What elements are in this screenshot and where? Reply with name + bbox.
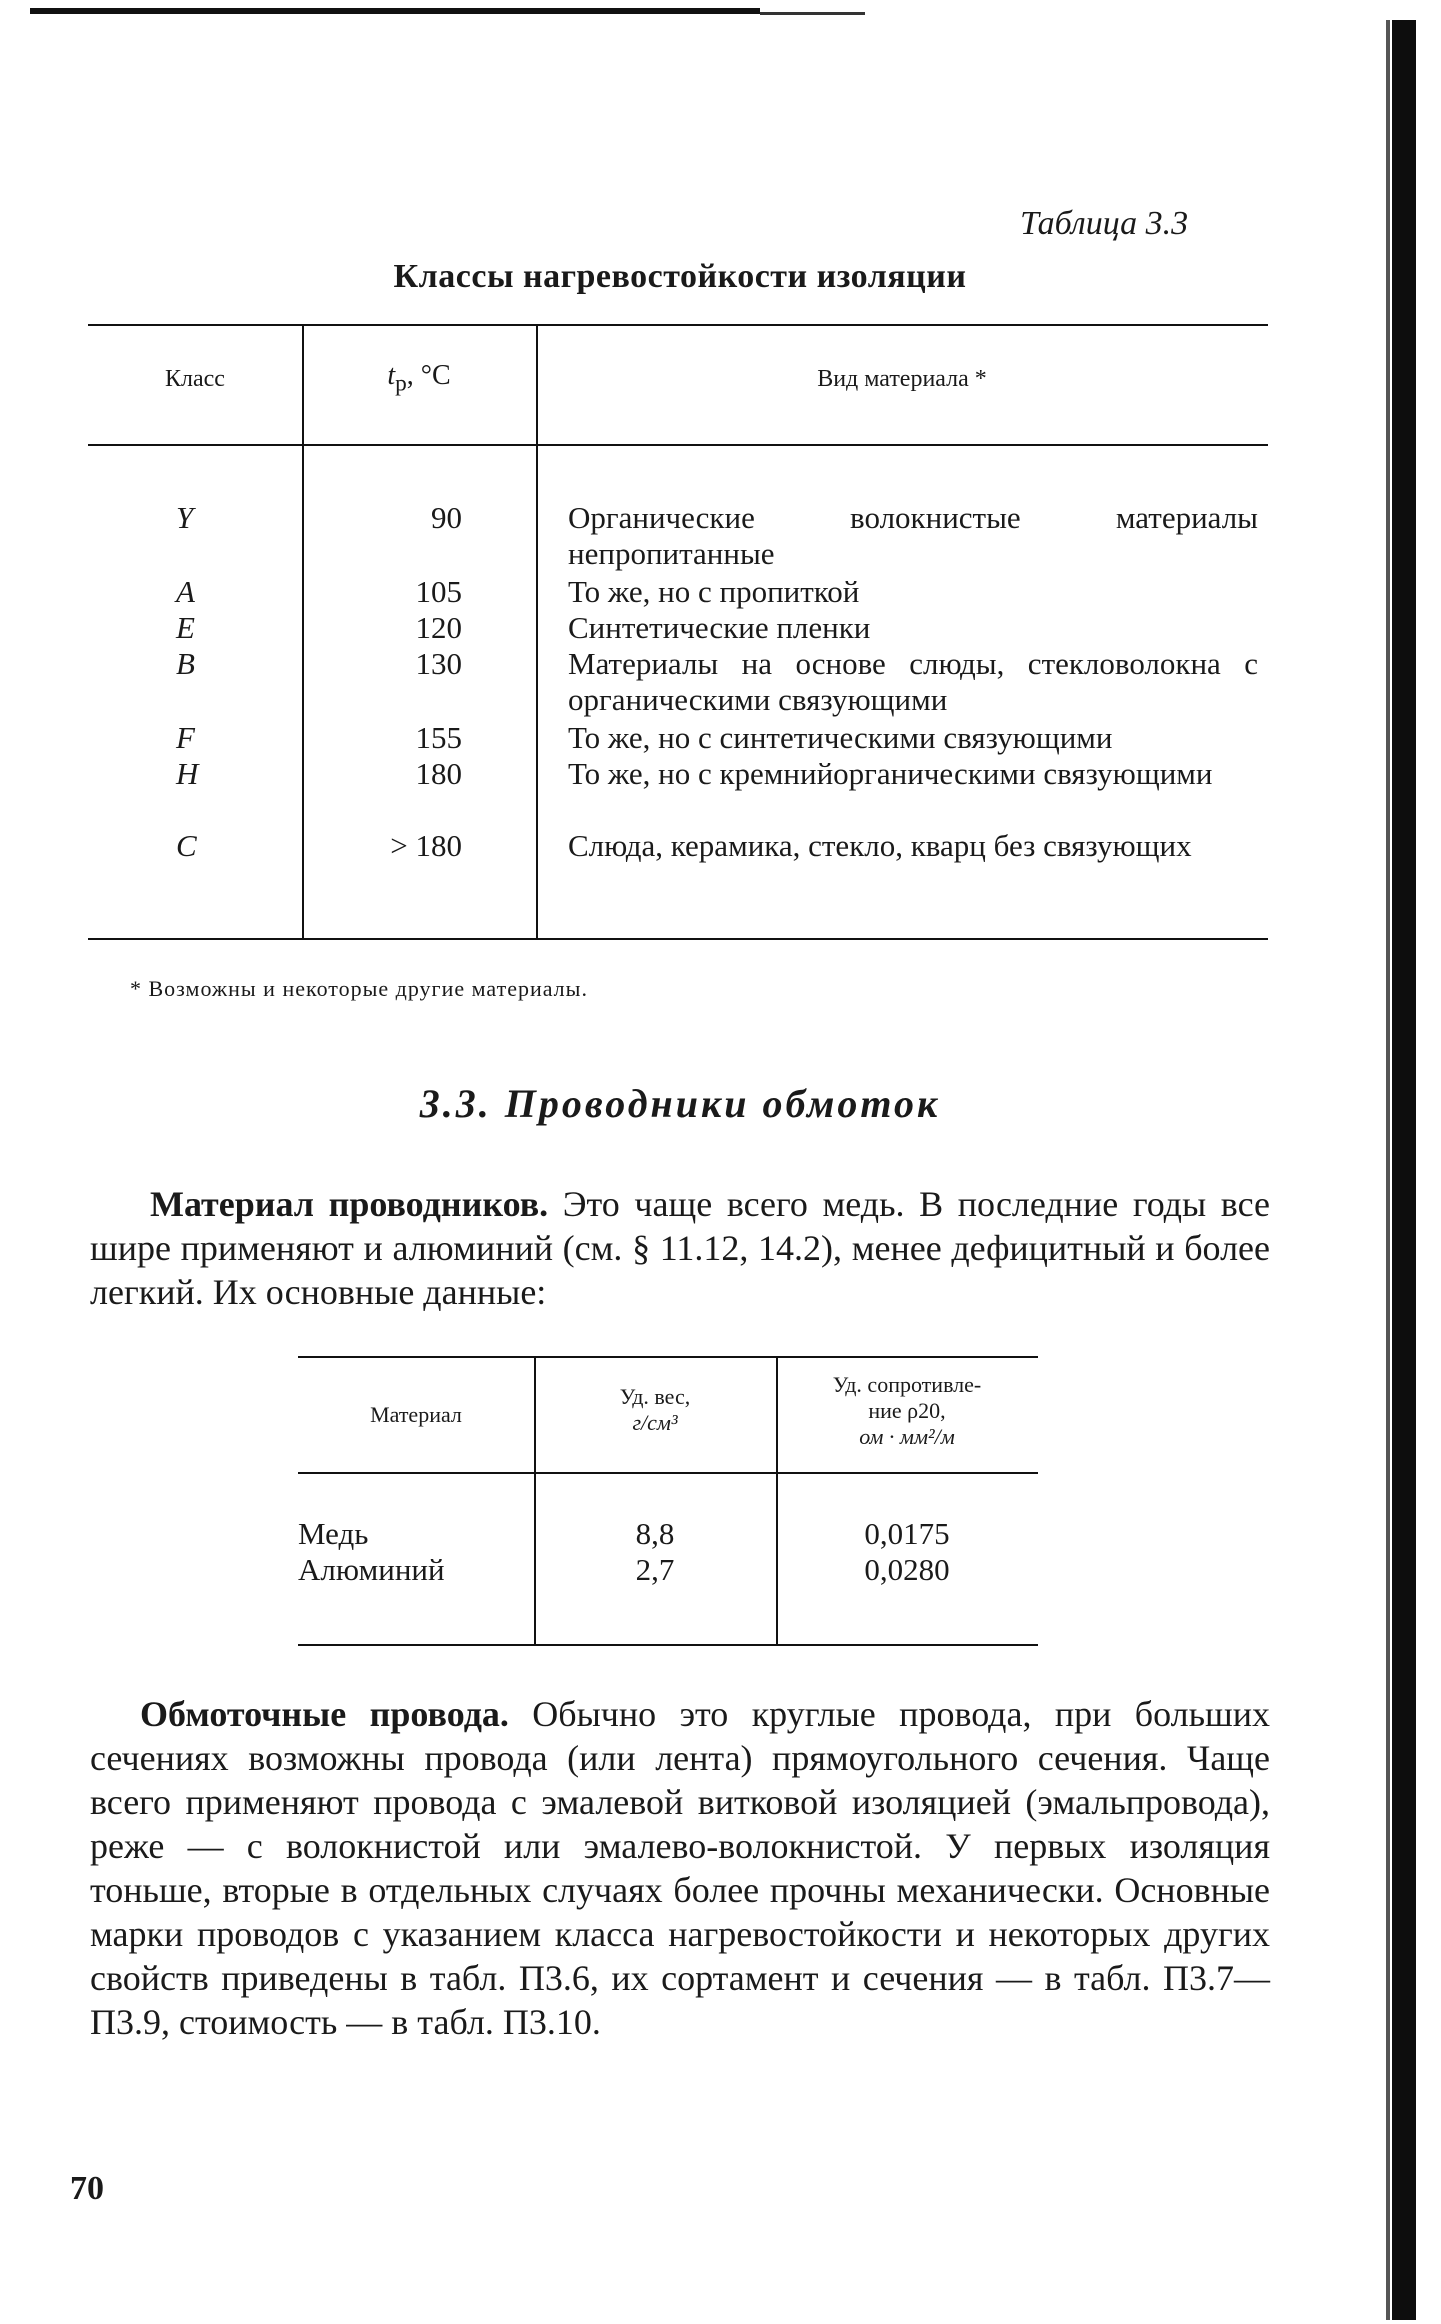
row-class: E	[176, 610, 195, 645]
table-rule-top	[298, 1356, 1038, 1358]
row-temp: 105	[415, 574, 462, 609]
header-temp-subscript: р	[395, 370, 407, 397]
row-temp: 130	[415, 646, 462, 681]
row-material: Слюда, керамика, стекло, кварц без связующих	[568, 828, 1192, 863]
paragraph-lead: Обмоточные провода.	[140, 1694, 509, 1734]
row-material: То же, но с синтетическими связующими	[568, 720, 1113, 755]
table-rule-header	[298, 1472, 1038, 1474]
row-temp: > 180	[390, 828, 462, 863]
row-temp: 180	[415, 756, 462, 791]
header-resistivity-line: ние ρ20,	[868, 1398, 946, 1423]
row-class: B	[176, 646, 195, 681]
page-edge	[1392, 20, 1416, 2320]
table-rule-bottom	[298, 1644, 1038, 1646]
insulation-classes-table	[88, 324, 1268, 940]
header-weight-unit: г/см³	[632, 1410, 678, 1435]
row-material: То же, но с пропиткой	[568, 574, 860, 609]
paragraph-lead: Материал проводников.	[150, 1184, 549, 1224]
section-heading: 3.3. Проводники обмоток	[419, 1081, 941, 1126]
conductor-data-table	[298, 1356, 1038, 1646]
header-temp-symbol: t	[387, 360, 396, 391]
row-material: Медь	[298, 1516, 369, 1551]
header-weight-line: Уд. вес,	[619, 1384, 691, 1409]
row-class: Y	[176, 500, 194, 535]
table-rule-bottom	[88, 938, 1268, 940]
paragraph-text: Обычно это круглые провода, при больших сечениях возможны провода (или лента) прямоугольного сечения. Чаще всего применяют провода с эмалевой витковой изоляцией (эмальпровода), реже — с волокнистой или эмалево-волокнистой. У первых изоляция тоньше, вторые в отдельных случаях более прочны механически. Основные марки проводов с указанием класса нагревостойкости и некоторых других свойств приведены в табл. П3.6, их сортамент и сечения — в табл. П3.7—П3.9, стоимость — в табл. П3.10.	[90, 1694, 1271, 2042]
paragraph-winding-wires	[90, 1692, 1270, 2044]
row-material: Материалы на основе слюды, стекловолокна с органическими связующими	[568, 646, 1258, 717]
page-edge-shadow	[1386, 20, 1390, 2320]
row-class: F	[176, 720, 195, 755]
row-resistivity: 0,0175	[864, 1516, 950, 1551]
row-temp: 120	[415, 610, 462, 645]
paragraph-text: Это чаще всего медь. В последние годы все шире применяют и алюминий (см. § 11.12, 14.2), менее дефицитный и более легкий. Их основные данные:	[90, 1184, 1270, 1312]
row-material: Синтетические пленки	[568, 610, 871, 645]
table-col-divider	[536, 324, 538, 938]
row-material: Органические волокнистые материалы непропитанные	[568, 500, 1258, 571]
header-weight	[534, 1384, 776, 1436]
row-material: Алюминий	[298, 1552, 445, 1587]
table-label: Таблица 3.3	[1020, 205, 1189, 242]
row-temp: 90	[431, 500, 462, 535]
row-class: C	[176, 828, 197, 863]
row-temp: 155	[415, 720, 462, 755]
table-rule-top	[88, 324, 1268, 326]
top-border-rule-thin	[760, 12, 865, 15]
paragraph-conductor-material	[90, 1182, 1270, 1314]
header-material: Вид материала *	[817, 366, 987, 392]
table-rule-header	[88, 444, 1268, 446]
row-class: A	[176, 574, 195, 609]
header-temp-unit: , °С	[406, 360, 451, 391]
table-title: Классы нагревостойкости изоляции	[393, 258, 967, 295]
row-weight: 8,8	[635, 1516, 675, 1551]
header-class: Класс	[165, 366, 225, 392]
header-resistivity	[776, 1372, 1038, 1450]
row-resistivity: 0,0280	[864, 1552, 950, 1587]
header-material: Материал	[370, 1402, 462, 1427]
table-footnote: * Возможны и некоторые другие материалы.	[130, 976, 588, 1001]
row-material: То же, но с кремнийорганическими связующими	[568, 756, 1213, 791]
header-resistivity-line: Уд. сопротивле-	[832, 1372, 982, 1397]
top-border-rule	[30, 8, 760, 14]
row-class: H	[176, 756, 199, 791]
row-weight: 2,7	[635, 1552, 675, 1587]
page-number: 70	[70, 2170, 104, 2207]
header-temp	[302, 360, 536, 398]
header-resistivity-unit: ом · мм²/м	[859, 1424, 955, 1449]
